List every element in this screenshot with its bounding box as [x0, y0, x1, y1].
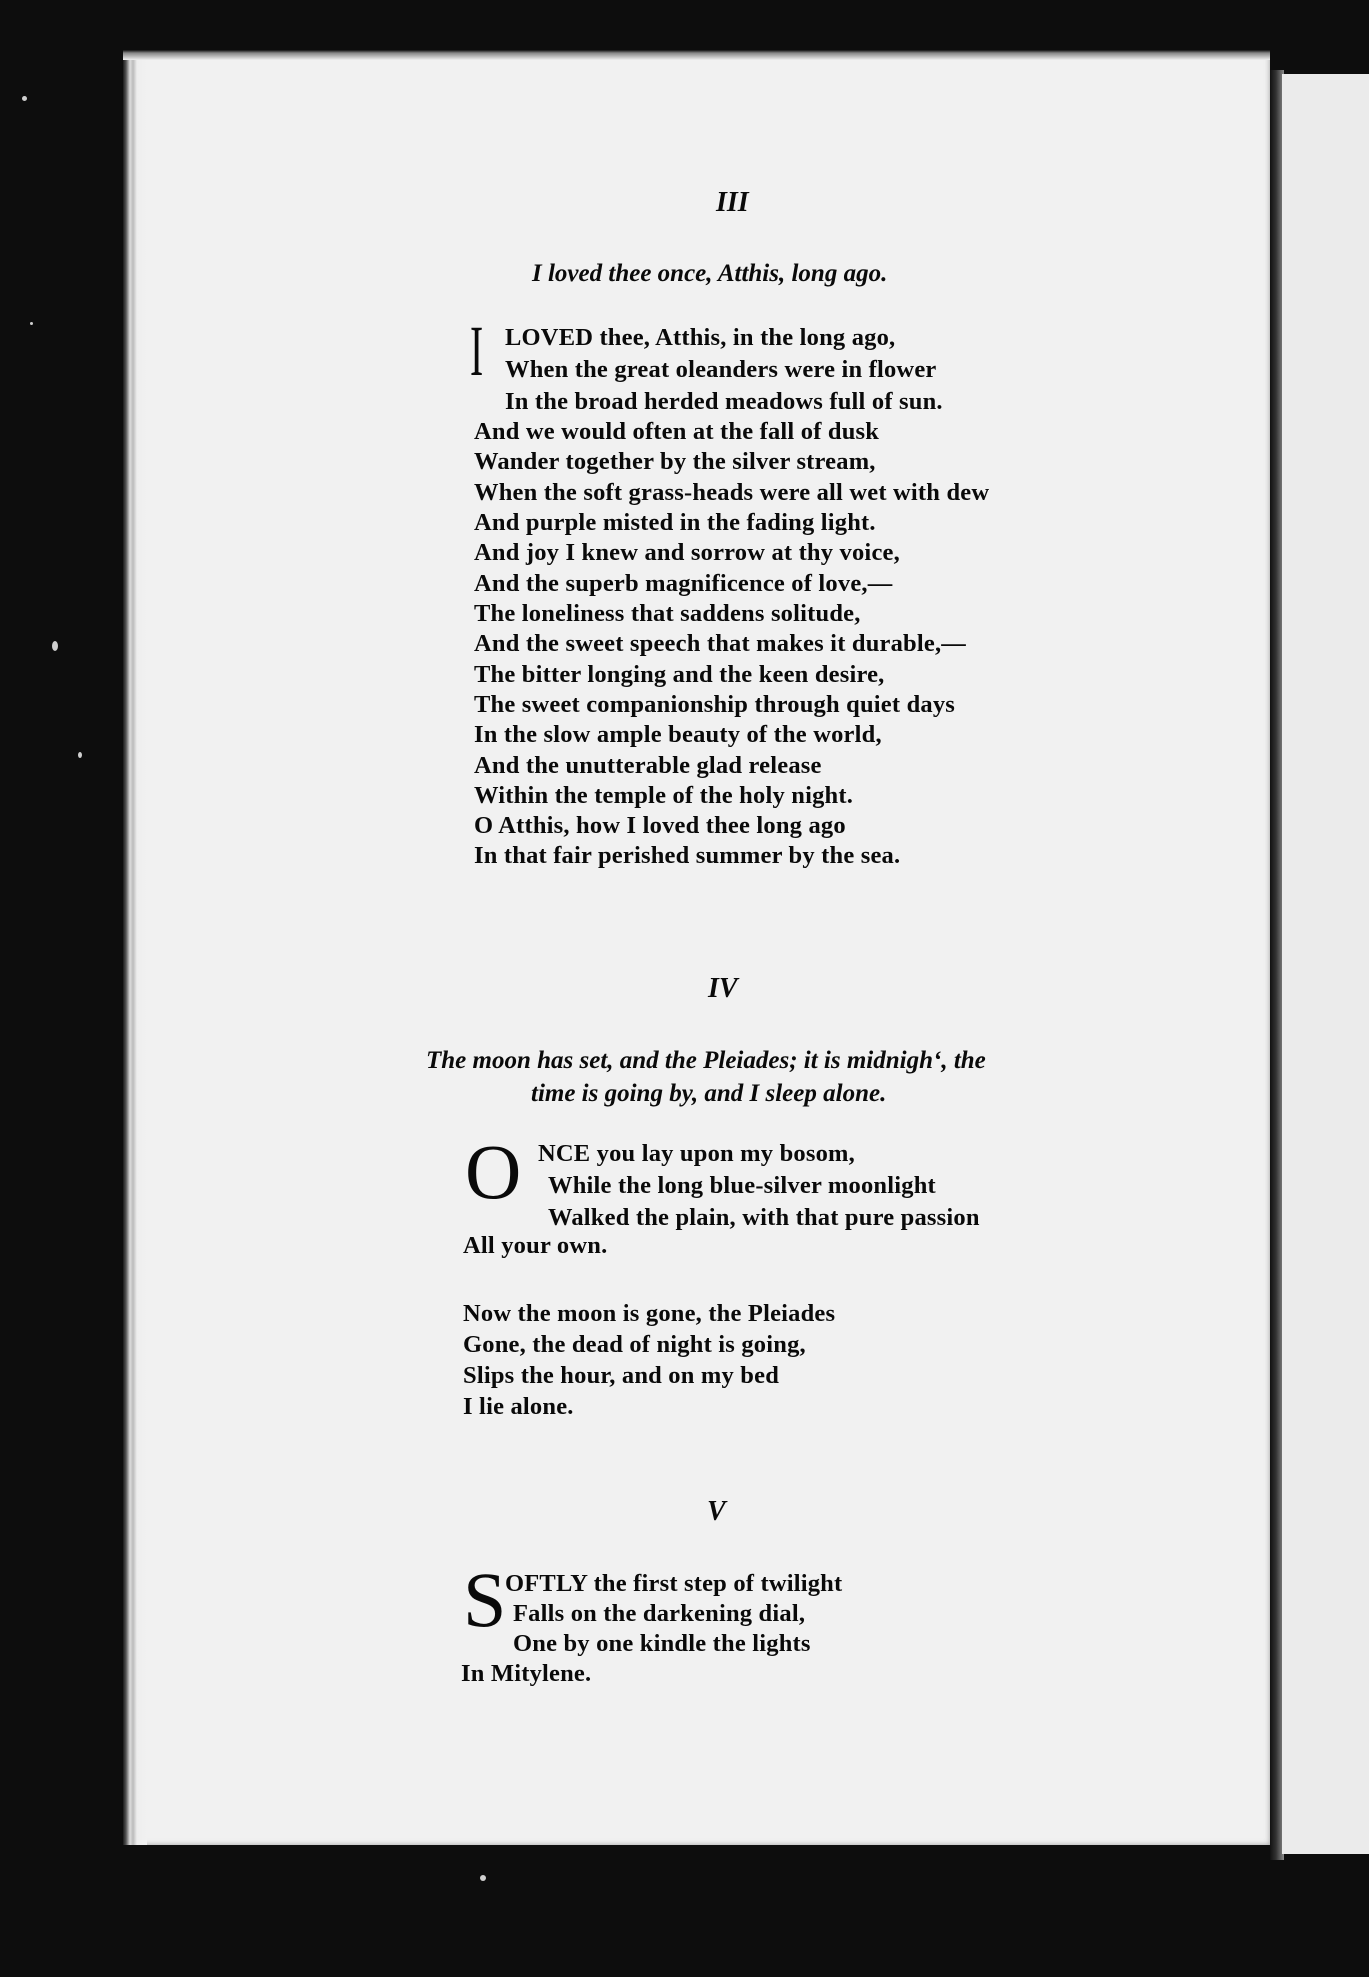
verse-line: Wander together by the silver stream, — [474, 448, 876, 475]
verse-line: In that fair perished summer by the sea. — [474, 842, 901, 869]
section-number-v: V — [707, 1496, 726, 1527]
verse-line: When the soft grass-heads were all wet with dew — [474, 479, 990, 506]
verse-line: And purple misted in the fading light. — [474, 509, 876, 536]
page-binding-edge — [123, 50, 147, 1845]
verse-line: The sweet companionship through quiet days — [474, 691, 956, 718]
section-number-iv: IV — [708, 973, 738, 1004]
verse-line: All your own. — [463, 1232, 608, 1259]
verse-line: NCE you lay upon my bosom, — [538, 1140, 855, 1167]
verse-line: In the broad herded meadows full of sun. — [505, 388, 943, 415]
verse-line: Within the temple of the holy night. — [474, 782, 854, 809]
verse-line: And joy I knew and sorrow at thy voice, — [474, 539, 900, 566]
verse-line: The bitter longing and the keen desire, — [474, 661, 885, 688]
verse-line: OFTLY the first step of twilight — [505, 1570, 843, 1597]
verse-line: And the unutterable glad release — [474, 752, 822, 779]
verse-line: I lie alone. — [463, 1393, 574, 1420]
drop-cap-i: I — [470, 311, 484, 391]
verse-line: One by one kindle the lights — [513, 1630, 811, 1657]
verse-line: Slips the hour, and on my bed — [463, 1362, 780, 1389]
verse-line: And we would often at the fall of dusk — [474, 418, 880, 445]
dust-speck — [52, 641, 58, 651]
dust-speck — [22, 96, 27, 101]
verse-line: Falls on the darkening dial, — [513, 1600, 806, 1627]
section-number-iii: III — [716, 187, 749, 218]
dust-speck — [30, 322, 33, 325]
verse-line: In the slow ample beauty of the world, — [474, 721, 882, 748]
page-top-edge — [123, 50, 1270, 60]
verse-line: LOVED thee, Atthis, in the long ago, — [505, 324, 896, 351]
verse-line: Now the moon is gone, the Pleiades — [463, 1300, 836, 1327]
verse-line: Walked the plain, with that pure passion — [548, 1204, 980, 1231]
verse-line: While the long blue-silver moonlight — [548, 1172, 936, 1199]
epigraph-iv-line-1: The moon has set, and the Pleiades; it is midnigh‘, the — [426, 1047, 986, 1074]
dust-speck — [480, 1875, 486, 1881]
verse-line: Gone, the dead of night is going, — [463, 1331, 806, 1358]
dust-speck — [78, 752, 82, 758]
verse-line: The loneliness that saddens solitude, — [474, 600, 861, 627]
drop-cap-o: O — [465, 1128, 522, 1215]
next-page-sliver — [1282, 74, 1369, 1854]
verse-line: O Atthis, how I loved thee long ago — [474, 812, 846, 839]
verse-line: And the sweet speech that makes it durable,— — [474, 630, 966, 657]
epigraph-iii: I loved thee once, Atthis, long ago. — [532, 260, 888, 287]
verse-line: When the great oleanders were in flower — [505, 356, 937, 383]
verse-line: In Mitylene. — [461, 1660, 592, 1687]
verse-line: And the superb magnificence of love,— — [474, 570, 893, 597]
epigraph-iv-line-2: time is going by, and I sleep alone. — [531, 1080, 887, 1107]
drop-cap-s: S — [463, 1556, 507, 1643]
